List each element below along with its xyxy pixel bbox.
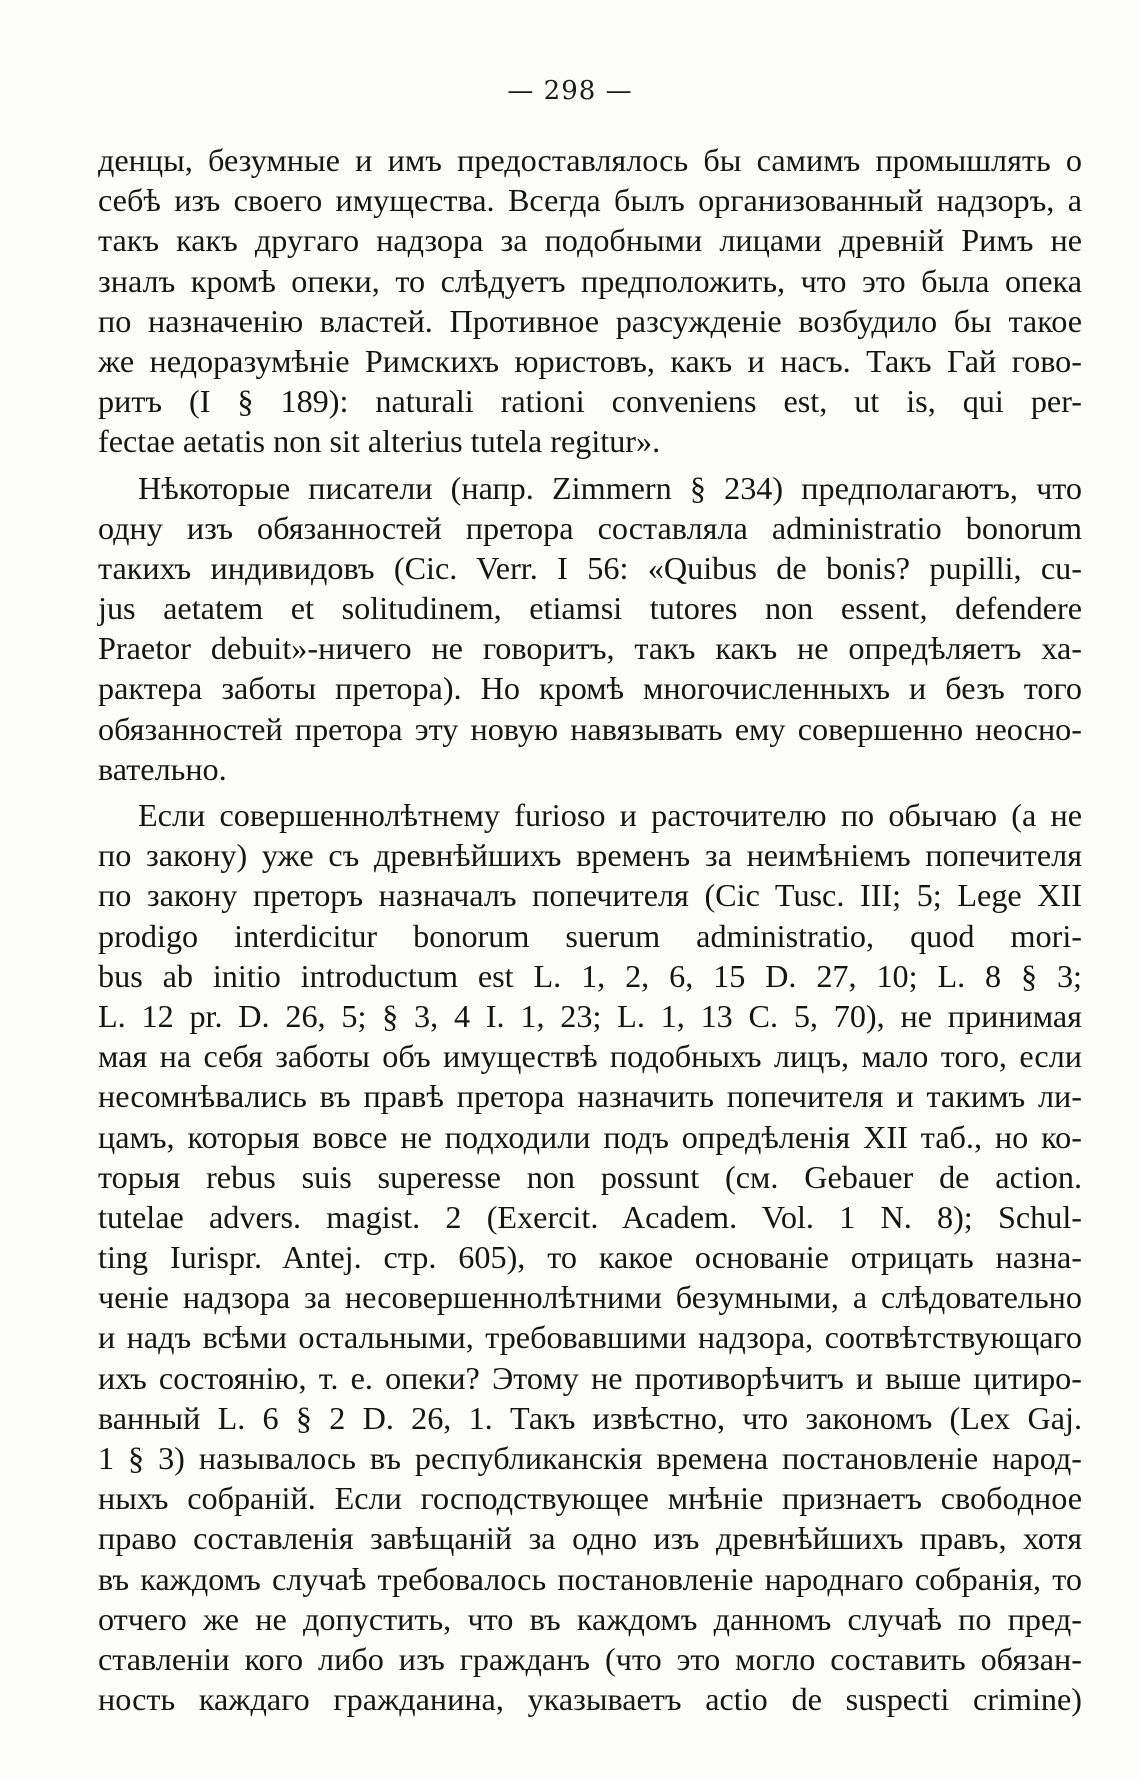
text-line: ритъ (I § 189): naturali rationi conveniens est, ut is, qui per- bbox=[98, 383, 1082, 420]
paragraph-3 bbox=[98, 795, 1082, 1719]
text-line: Если совершеннолѣтнему furioso и расточителю по обычаю (а не bbox=[138, 797, 1082, 833]
text-line: ванный L. 6 § 2 D. 26, 1. Такъ извѣстно, что закономъ (Lex Gaj. bbox=[98, 1399, 1082, 1436]
text-line: одну изъ обязанностей претора составляла administratio bonorum bbox=[98, 509, 1082, 546]
text-line: такъ какъ другаго надзора за подобными лицами древній Римъ не bbox=[98, 222, 1082, 259]
text-line: ность каждаго гражданина, указываетъ actio de suspecti crimine) bbox=[98, 1681, 1082, 1718]
text-line: prodigo interdicitur bonorum suerum administratio, quod mori- bbox=[98, 917, 1082, 954]
page-number: — 298 — bbox=[507, 76, 633, 106]
text-line: несомнѣвались въ правѣ претора назначить попечителя и такимъ ли- bbox=[98, 1078, 1082, 1115]
text-line: Praetor debuit»-ничего не говоритъ, такъ какъ не опредѣляетъ ха- bbox=[98, 630, 1082, 667]
text-line: 1 § 3) называлось въ республиканскія времена постановленіе народ- bbox=[98, 1440, 1082, 1476]
text-line: tutelae advers. magist. 2 (Exercit. Academ. Vol. 1 N. 8); Schul- bbox=[98, 1198, 1082, 1235]
text-line: такихъ индивидовъ (Cic. Verr. I 56: «Quibus de bonis? pupilli, cu- bbox=[98, 549, 1082, 586]
text-line: по закону преторъ назначалъ попечителя (Cic Tusc. III; 5; Lege XII bbox=[98, 877, 1082, 914]
body-text bbox=[98, 140, 1082, 1719]
paragraph-2 bbox=[98, 468, 1082, 790]
text-line: въ каждомъ случаѣ требовалось постановленіе народнаго собранія, то bbox=[98, 1560, 1082, 1597]
text-line: торыя rebus suis superesse non possunt (см. Gebauer de action. bbox=[98, 1158, 1082, 1195]
text-line: себѣ изъ своего имущества. Всегда былъ организованный надзоръ, а bbox=[98, 182, 1082, 219]
text-line: обязанностей претора эту новую навязывать ему совершенно неосно- bbox=[98, 710, 1082, 747]
text-line: ченіе надзора за несовершеннолѣтними безумными, а слѣдовательно bbox=[98, 1279, 1082, 1316]
text-line: зналъ кромѣ опеки, то слѣдуетъ предположить, что это была опека bbox=[98, 262, 1082, 299]
text-line: и надъ всѣми остальными, требовавшими надзора, соотвѣтствующаго bbox=[98, 1319, 1082, 1356]
text-line: ставленіи кого либо изъ гражданъ (что это могло составить обязан- bbox=[98, 1640, 1082, 1677]
text-line: ting Iurispr. Antej. стр. 605), то какое основаніе отрицать назна- bbox=[98, 1239, 1082, 1276]
text-line: jus aetatem et solitudinem, etiamsi tutores non essent, defendere bbox=[98, 590, 1082, 627]
text-line: вательно. bbox=[98, 750, 227, 787]
text-line: ныхъ собраній. Если господствующее мнѣніе признаетъ свободное bbox=[98, 1480, 1082, 1517]
text-line: цамъ, которыя вовсе не подходили подъ опредѣленія XII таб., но ко- bbox=[98, 1118, 1082, 1155]
text-line: fectae aetatis non sit alterius tutela regitur». bbox=[98, 423, 661, 460]
paragraph-1 bbox=[98, 140, 1082, 462]
text-line: по закону) уже съ древнѣйшихъ временъ за неимѣніемъ попечителя bbox=[98, 837, 1082, 874]
text-line: денцы, безумные и имъ предоставлялось бы самимъ промышлять о bbox=[98, 142, 1082, 178]
text-line: рактера заботы претора). Но кромѣ многочисленныхъ и безъ того bbox=[98, 670, 1082, 707]
text-line: по назначенію властей. Противное разсужденіе возбудило бы такое bbox=[98, 302, 1082, 339]
text-line: Нѣкоторые писатели (напр. Zimmern § 234) предполагаютъ, что bbox=[138, 469, 1082, 506]
text-line: L. 12 pr. D. 26, 5; § 3, 4 I. 1, 23; L. 1, 13 C. 5, 70), не принимая bbox=[98, 997, 1082, 1034]
text-line: bus ab initio introductum est L. 1, 2, 6, 15 D. 27, 10; L. 8 § 3; bbox=[98, 957, 1082, 994]
text-line: мая на себя заботы объ имуществѣ подобныхъ лицъ, мало того, если bbox=[98, 1038, 1082, 1075]
text-line: же недоразумѣніе Римскихъ юристовъ, какъ и насъ. Такъ Гай гово- bbox=[98, 342, 1082, 379]
text-line: ихъ состоянію, т. е. опеки? Этому не противорѣчитъ и выше цитиро- bbox=[98, 1359, 1082, 1396]
text-line: право составленія завѣщаній за одно изъ древнѣйшихъ правъ, хотя bbox=[98, 1520, 1082, 1557]
text-line: отчего же не допустить, что въ каждомъ данномъ случаѣ по пред- bbox=[98, 1600, 1082, 1637]
